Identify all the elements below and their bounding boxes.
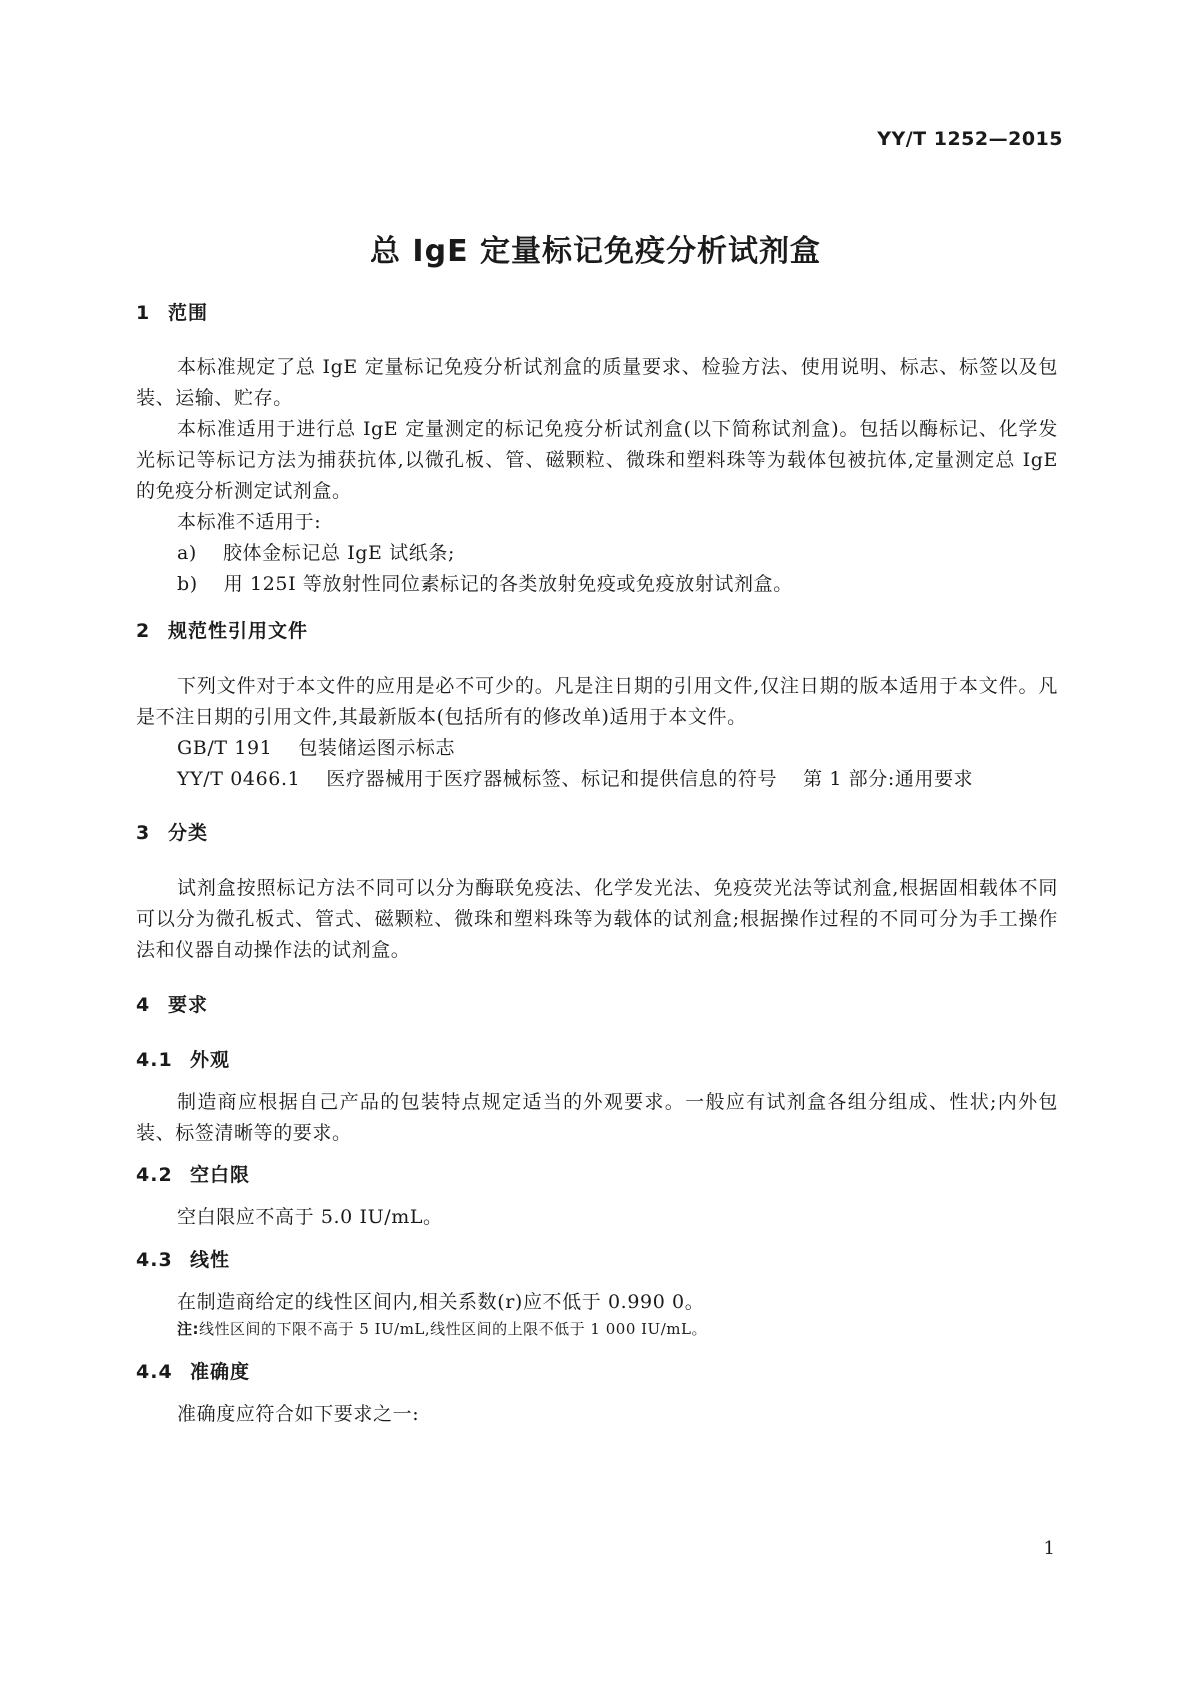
scope-paragraph-3: 本标准不适用于: [177, 511, 322, 533]
section-title: 外观 [190, 1049, 231, 1071]
section-number: 4.4 [136, 1361, 173, 1383]
reference-code: GB/T 191 [177, 737, 273, 759]
section-2-heading [136, 616, 308, 643]
section-title: 规范性引用文件 [168, 620, 309, 642]
list-text: 胶体金标记总 IgE 试纸条; [222, 542, 455, 564]
section-number: 4.1 [136, 1049, 173, 1071]
standard-code: YY/T 1252—2015 [877, 128, 1063, 150]
reference-title: 包装储运图示标志 [298, 737, 456, 759]
reference-title: 医疗器械用于医疗器械标签、标记和提供信息的符号 [326, 768, 778, 790]
section-title: 准确度 [190, 1361, 251, 1383]
section-4-3-heading [136, 1245, 230, 1272]
reference-gb-t-191 [177, 733, 455, 760]
section-4-1-heading [136, 1045, 230, 1072]
page-number: 1 [1043, 1538, 1055, 1559]
scope-paragraph-1: 本标准规定了总 IgE 定量标记免疫分析试剂盒的质量要求、检验方法、使用说明、标志、标签以及包装、运输、贮存。 [136, 356, 1058, 409]
section-number: 4.3 [136, 1249, 173, 1271]
section-3-heading [136, 818, 208, 845]
linearity-note [177, 1318, 707, 1339]
section-title: 要求 [168, 994, 209, 1016]
section-4-2-heading [136, 1160, 250, 1187]
note-label: 注: [177, 1320, 199, 1338]
linearity-paragraph: 在制造商给定的线性区间内,相关系数(r)应不低于 0.990 0。 [177, 1291, 705, 1313]
section-number: 1 [136, 302, 151, 324]
note-text: 线性区间的下限不高于 5 IU/mL,线性区间的上限不低于 1 000 IU/mL。 [199, 1320, 707, 1338]
document-title: 总 IgE 定量标记免疫分析试剂盒 [369, 234, 822, 269]
reference-part: 第 1 部分:通用要求 [803, 768, 974, 790]
section-1-heading [136, 298, 208, 325]
list-label: a) [177, 542, 197, 564]
section-number: 4.2 [136, 1164, 173, 1186]
appearance-paragraph: 制造商应根据自己产品的包装特点规定适当的外观要求。一般应有试剂盒各组分组成、性状;内外包装、标签清晰等的要求。 [136, 1091, 1058, 1144]
section-4-4-heading [136, 1357, 250, 1384]
scope-paragraph-2: 本标准适用于进行总 IgE 定量测定的标记免疫分析试剂盒(以下简称试剂盒)。包括以酶标记、化学发光标记等标记方法为捕获抗体,以微孔板、管、磁颗粒、微珠和塑料珠等为载体包被抗体,定量测定总 IgE 的免疫分析测定试剂盒。 [136, 418, 1058, 502]
list-label: b) [177, 573, 198, 595]
section-title: 线性 [190, 1249, 231, 1271]
section-title: 空白限 [190, 1164, 251, 1186]
reference-code: YY/T 0466.1 [177, 768, 301, 790]
section-number: 4 [136, 994, 151, 1016]
accuracy-paragraph: 准确度应符合如下要求之一: [177, 1403, 420, 1425]
list-item-a [177, 538, 455, 565]
list-item-b [177, 569, 793, 596]
section-title: 分类 [168, 822, 209, 844]
section-4-heading [136, 990, 208, 1017]
references-intro: 下列文件对于本文件的应用是必不可少的。凡是注日期的引用文件,仅注日期的版本适用于本文件。凡是不注日期的引用文件,其最新版本(包括所有的修改单)适用于本文件。 [136, 675, 1058, 728]
blank-limit-paragraph: 空白限应不高于 5.0 IU/mL。 [177, 1206, 443, 1228]
classification-paragraph: 试剂盒按照标记方法不同可以分为酶联免疫法、化学发光法、免疫荧光法等试剂盒,根据固相载体不同可以分为微孔板式、管式、磁颗粒、微珠和塑料珠等为载体的试剂盒;根据操作过程的不同可分为手工操作法和仪器自动操作法的试剂盒。 [136, 877, 1058, 961]
section-title: 范围 [168, 302, 209, 324]
reference-yy-t-0466 [177, 764, 973, 791]
section-number: 3 [136, 822, 151, 844]
section-number: 2 [136, 620, 151, 642]
list-text: 用 125I 等放射性同位素标记的各类放射免疫或免疫放射试剂盒。 [223, 573, 793, 595]
